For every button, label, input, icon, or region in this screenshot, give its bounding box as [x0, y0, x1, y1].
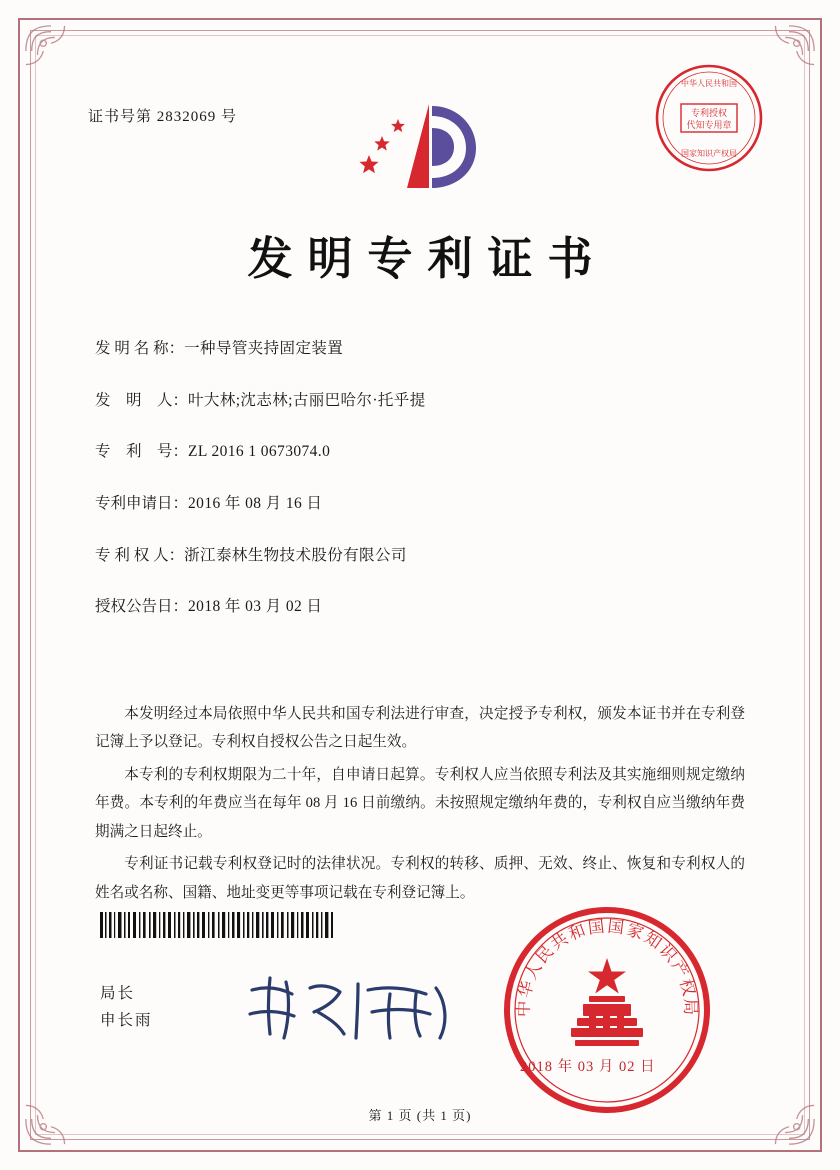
field-row-patent-number [95, 441, 755, 463]
field-row-grant-date [95, 596, 755, 618]
field-row-patentee [95, 545, 755, 567]
field-row-application-date [95, 493, 755, 515]
field-label: 专 利 号： [95, 443, 189, 461]
svg-text:中华人民共和国: 中华人民共和国 [681, 79, 737, 88]
svg-text:专利授权: 专利授权 [690, 108, 728, 118]
field-value: 叶大林;沈志林;古丽巴哈尔·托乎提 [188, 391, 426, 409]
field-value: 2018 年 03 月 02 日 [188, 598, 323, 616]
field-list [95, 338, 755, 648]
corner-ornament-icon [760, 22, 818, 80]
svg-text:中华人民共和国国家知识产权局: 中华人民共和国国家知识产权局 [513, 916, 701, 1018]
field-row-invention-name [95, 338, 755, 360]
field-label: 发 明 名 称： [95, 340, 185, 357]
cnipa-logo-icon [352, 92, 482, 197]
national-official-seal-icon [497, 900, 717, 1120]
handwritten-signature-icon [240, 968, 460, 1048]
field-value: 浙江泰林生物技术股份有限公司 [184, 546, 407, 564]
seal-date: 2018 年 03 月 02 日 [520, 1059, 656, 1075]
page-footer: 第 1 页 (共 1 页) [368, 1108, 472, 1123]
body-text [95, 700, 745, 911]
barcode-icon [100, 912, 335, 938]
field-row-inventors [95, 390, 755, 412]
field-value: ZL 2016 1 0673074.0 [188, 443, 331, 461]
field-label: 发 明 人： [95, 391, 189, 409]
signature-block [100, 980, 153, 1034]
director-role-label: 局长 [100, 985, 136, 1002]
field-label: 专利申请日： [95, 495, 189, 513]
authorization-seal-icon [653, 62, 765, 174]
certificate-number: 证书号第 2832069 号 [88, 109, 238, 125]
field-value: 2016 年 08 月 16 日 [188, 495, 323, 513]
paragraph-3: 专利证书记载专利权登记时的法律状况。专利权的转移、质押、无效、终止、恢复和专利权人的姓名或名称、国籍、地址变更等事项记载在专利登记簿上。 [95, 856, 745, 901]
field-value: 一种导管夹持固定装置 [184, 340, 344, 357]
corner-ornament-icon [22, 22, 80, 80]
field-label: 授权公告日： [95, 598, 189, 616]
field-label: 专 利 权 人： [95, 546, 185, 564]
svg-text:国家知识产权局: 国家知识产权局 [681, 149, 737, 158]
page-title: 发明专利证书 [247, 234, 608, 284]
director-name: 申长雨 [100, 1012, 153, 1030]
paragraph-2: 本专利的专利权期限为二十年，自申请日起算。专利权人应当依照专利法及其实施细则规定缴纳年费。本专利的年费应当在每年 08 月 16 日前缴纳。未按照规定缴纳年费的，专利权自应当缴纳年费期满之日起终止。 [95, 766, 745, 840]
paragraph-1: 本发明经过本局依照中华人民共和国专利法进行审查，决定授予专利权，颁发本证书并在专利登记簿上予以登记。专利权自授权公告之日起生效。 [95, 706, 745, 751]
svg-text:代知专用章: 代知专用章 [686, 120, 732, 130]
